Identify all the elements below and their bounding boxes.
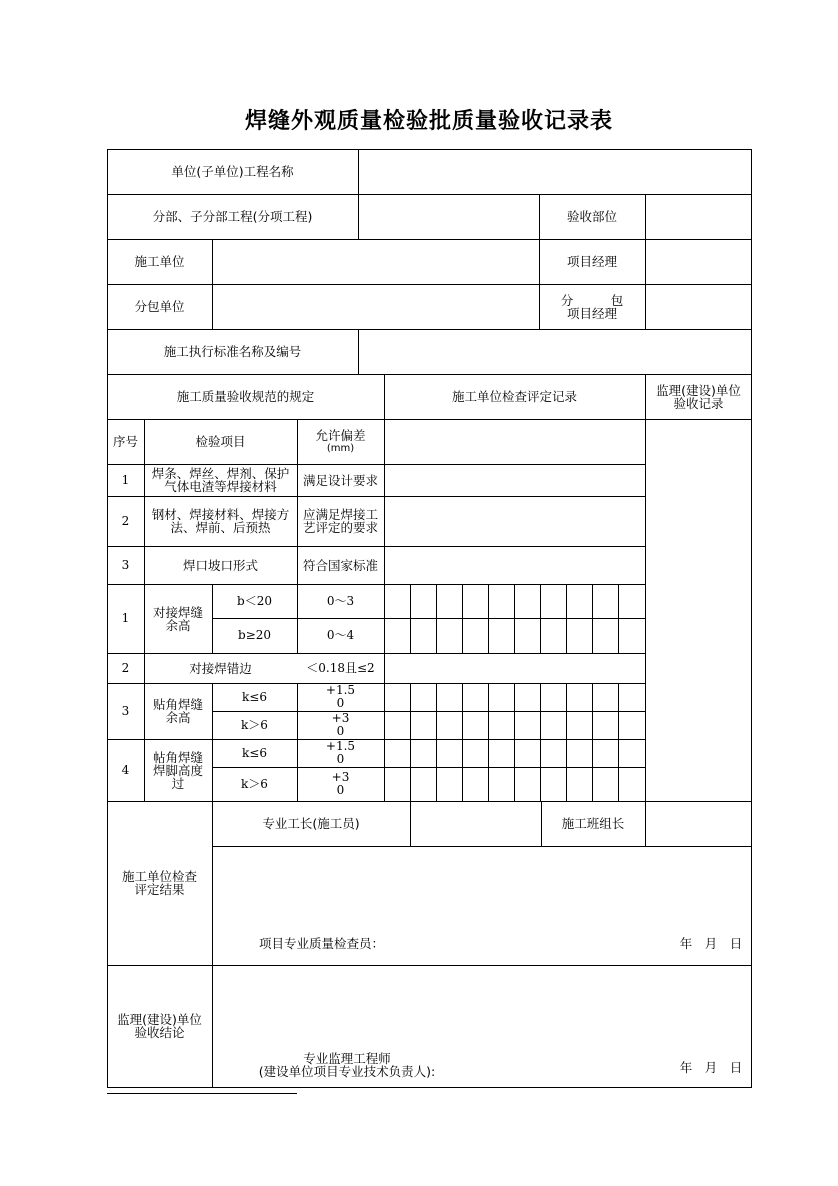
rule — [107, 1087, 752, 1088]
date-label: 年 月 日 — [679, 935, 743, 951]
page-title: 焊缝外观质量检验批质量验收记录表 — [244, 108, 613, 134]
spec-header: 施工质量验收规范的规定 — [176, 389, 315, 404]
contractor-result-label: 施工单位检查 评定结果 — [121, 869, 197, 897]
standard-label: 施工执行标准名称及编号 — [163, 344, 302, 359]
general-item-cond: b＜20 — [237, 593, 272, 608]
acceptance-part-label: 验收部位 — [566, 209, 617, 224]
main-item-name: 钢材、焊接材料、焊接方 法、焊前、后预热 — [151, 507, 290, 535]
general-item-no: 4 — [121, 762, 130, 777]
rule — [540, 683, 541, 801]
main-item-no: 3 — [121, 557, 130, 572]
rule — [436, 683, 437, 801]
division-label: 分部、子分部工程(分项工程) — [152, 209, 313, 224]
rule — [645, 801, 646, 846]
general-item-name: 对接焊错边 — [189, 660, 252, 676]
rule — [488, 683, 489, 801]
rule — [384, 374, 385, 801]
main-item-req: 满足设计要求 — [302, 472, 378, 488]
main-item-name: 焊口坡口形式 — [182, 557, 258, 573]
general-item-tol: ＜0.18且≤2 — [306, 660, 375, 675]
sub-pm-label — [539, 284, 645, 329]
rule — [566, 584, 567, 653]
contractor-label: 施工单位 — [134, 254, 185, 269]
general-item-name: 贴角焊缝 余高 — [152, 697, 203, 725]
rule — [514, 683, 515, 801]
general-item-tol: +1.5 0 — [325, 739, 356, 766]
rule — [540, 584, 541, 653]
supervision-record-header: 监理(建设)单位 验收记录 — [656, 382, 741, 411]
main-item-req: 符合国家标准 — [302, 557, 378, 573]
general-item-name: 对接焊缝 余高 — [152, 604, 203, 633]
rule — [618, 584, 619, 653]
general-item-no: 3 — [121, 703, 130, 718]
general-item-tol: 0～4 — [326, 628, 355, 642]
general-item-tol: +3 0 — [331, 711, 350, 738]
rule — [645, 194, 646, 329]
general-item-tol: +3 0 — [331, 770, 350, 797]
sub-pm-label-line1: 分 包 — [560, 292, 624, 308]
rule — [592, 683, 593, 801]
rule — [645, 374, 646, 801]
rule — [410, 584, 411, 653]
general-item-name: 帖角焊缝 焊脚高度 过 — [152, 749, 203, 791]
general-item-cond: k≤6 — [242, 689, 267, 704]
foreman-label: 专业工长(施工员) — [262, 816, 360, 831]
rule — [358, 149, 359, 239]
rule — [462, 584, 463, 653]
main-item-no: 2 — [121, 513, 130, 528]
footnote-rule — [107, 1093, 297, 1094]
general-item-no: 1 — [121, 611, 130, 625]
supervision-conclusion-label: 监理(建设)单位 验收结论 — [117, 1012, 202, 1040]
main-item-name: 焊条、焊丝、焊剂、保护 气体电渣等焊接材料 — [151, 466, 290, 494]
seq-header: 序号 — [112, 434, 138, 449]
team-leader-label: 施工班组长 — [561, 816, 625, 831]
rule — [410, 683, 411, 801]
general-item-tol: +1.5 0 — [325, 683, 356, 710]
general-item-cond: k＞6 — [241, 717, 268, 732]
pm-label: 项目经理 — [566, 254, 617, 269]
item-header: 检验项目 — [195, 434, 246, 449]
subcontractor-label: 分包单位 — [134, 299, 185, 314]
main-item-req: 应满足焊接工 艺评定的要求 — [302, 507, 378, 535]
tolerance-label: 允许偏差 — [315, 427, 366, 443]
rule — [436, 584, 437, 653]
rule — [410, 801, 411, 846]
sub-pm-label-line2: 项目经理 — [566, 305, 617, 321]
inspection-form — [107, 149, 752, 1088]
rule — [566, 683, 567, 801]
general-item-cond: k≤6 — [242, 745, 267, 760]
inspector-label: 项目专业质量检查员： — [259, 935, 385, 951]
rule — [212, 846, 752, 847]
rule — [618, 683, 619, 801]
unit-project-label: 单位(子单位)工程名称 — [171, 164, 294, 179]
rule — [488, 584, 489, 653]
tolerance-header — [297, 419, 384, 464]
rule — [592, 584, 593, 653]
rule — [462, 683, 463, 801]
general-item-tol: 0～3 — [326, 593, 355, 608]
engineer-label: 专业监理工程师 (建设单位项目专业技术负责人): — [258, 1051, 436, 1079]
check-record-header: 施工单位检查评定记录 — [451, 389, 577, 404]
date-label: 年 月 日 — [679, 1059, 743, 1075]
main-item-no: 1 — [121, 472, 130, 487]
general-item-no: 2 — [121, 660, 130, 675]
tolerance-unit: (mm) — [326, 442, 355, 454]
general-item-cond: b≥20 — [237, 628, 271, 642]
rule — [212, 239, 213, 329]
rule — [514, 584, 515, 653]
rule — [358, 329, 359, 374]
general-item-cond: k＞6 — [241, 776, 268, 791]
rule — [751, 149, 752, 1088]
